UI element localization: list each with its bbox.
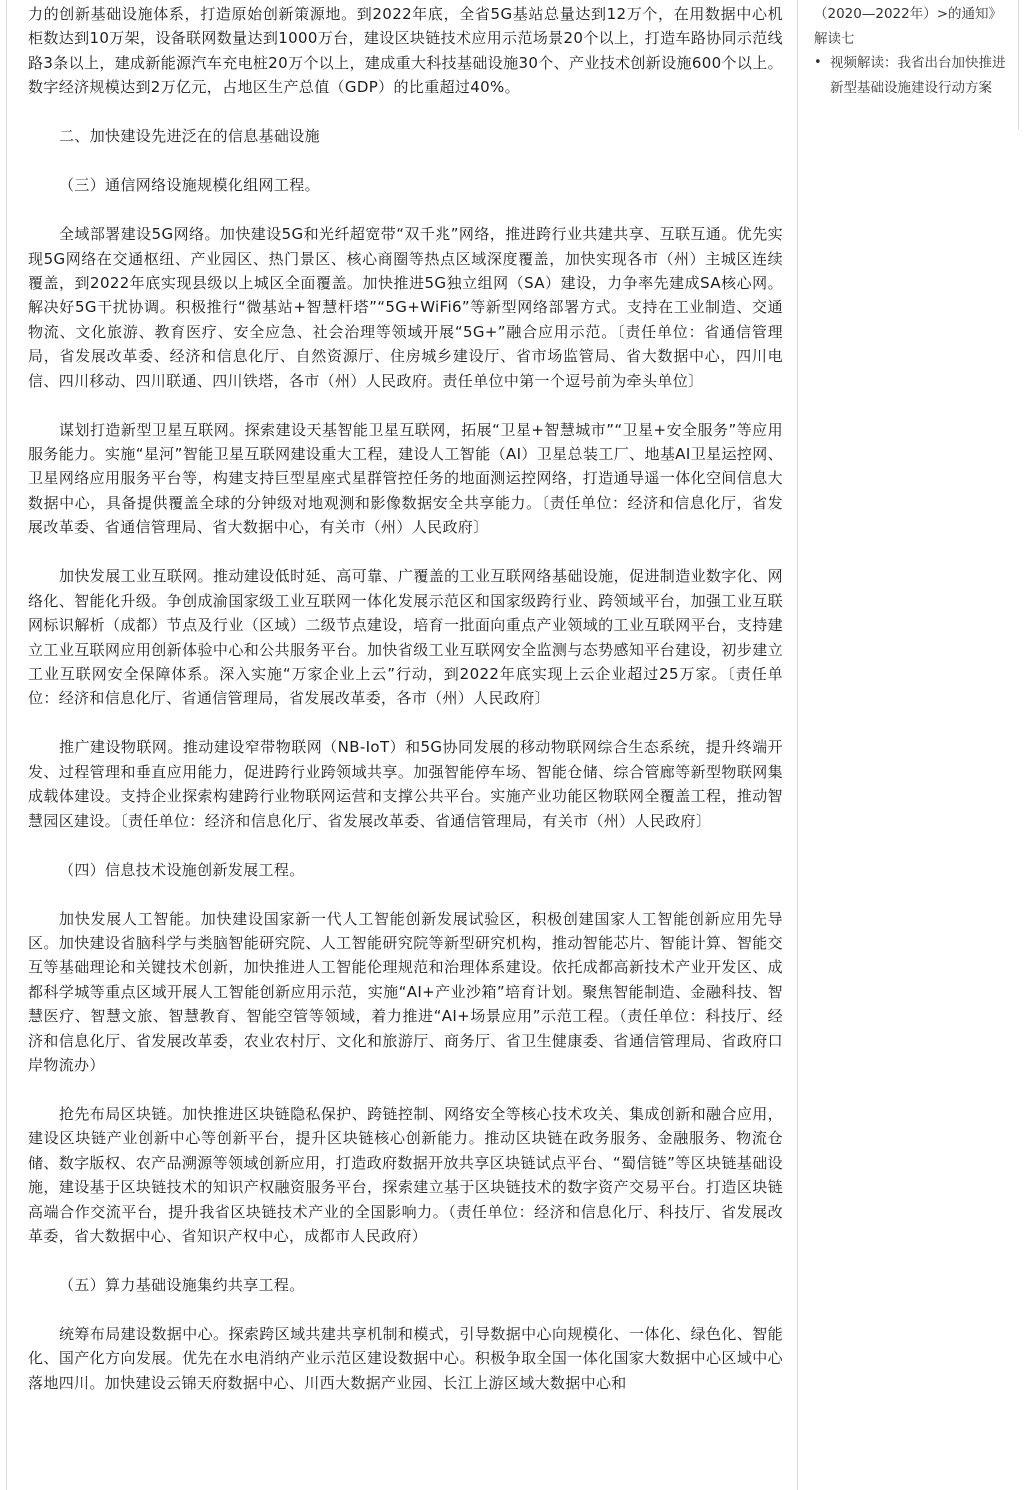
related-link-label[interactable]: 视频解读：我省出台加快推进新型基础设施建设行动方案 bbox=[830, 55, 1006, 96]
subsection-heading-5: （五）算力基础设施集约共享工程。 bbox=[59, 1276, 305, 1294]
paragraph-iot: 推广建设物联网。推动建设窄带物联网（NB-IoT）和5G协同发展的移动物联网综合生态系统，提升终端开发、过程管理和垂直应用能力，促进跨行业跨领域共享。加强智能停车场、智能仓储、综合管廊等新型物联网集成载体建设。支持企业探索构建跨行业物联网运营和支撑公共平台。实施产业功能区物联网全覆盖工程，推动智慧园区建设。〔责任单位：经济和信息化厅、省发展改革委、省通信管理局，有关市（州）人民政府〕 bbox=[28, 738, 783, 830]
paragraph-data-center: 统筹布局建设数据中心。探索跨区域共建共享机制和模式，引导数据中心向规模化、一体化、绿色化、智能化、国产化方向发展。优先在水电消纳产业示范区建设数据中心。积极争取全国一体化国家大数据中心区域中心落地四川。加快建设云锦天府数据中心、川西大数据产业园、长江上游区域大数据中心和 bbox=[28, 1325, 783, 1392]
related-links-sidebar bbox=[800, 0, 1019, 130]
related-link-continuation[interactable]: （2020—2022年）>的通知》解读七 bbox=[814, 6, 1003, 47]
paragraph-blockchain: 抢先布局区块链。加快推进区块链隐私保护、跨链控制、网络安全等核心技术攻关、集成创新和融合应用，建设区块链产业创新中心等创新平台，提升区块链核心创新能力。推动区块链在政务服务、金融服务、物流仓储、数字版权、农产品溯源等领域创新应用，打造政府数据开放共享区块链试点平台、“蜀信链”等区块链基础设施，建设基于区块链技术的知识产权融资服务平台，探索建立基于区块链技术的数字资产交易平台。打造区块链高端合作交流平台，提升我省区块链技术产业的全国影响力。（责任单位：经济和信息化厅、科技厅、省发展改革委，省大数据中心、省知识产权中心，成都市人民政府） bbox=[28, 1104, 783, 1245]
paragraph-satellite-internet: 谋划打造新型卫星互联网。探索建设天基智能卫星互联网，拓展“卫星+智慧城市”“卫星+安全服务”等应用服务能力。实施“星河”智能卫星互联网建设重大工程，建设人工智能（AI）卫星总装工厂、地基AI卫星运控网、卫星网络应用服务平台等，构建支持巨型星座式星群管控任务的地面测运控网络，打造通导遥一体化空间信息大数据中心，具备提供覆盖全球的分钟级对地观测和影像数据安全共享能力。〔责任单位：经济和信息化厅，省发展改革委、省通信管理局、省大数据中心，有关市（州）人民政府〕 bbox=[28, 420, 783, 537]
bullet-icon: • bbox=[814, 55, 822, 70]
related-link-item[interactable] bbox=[814, 51, 1008, 100]
paragraph-targets: 力的创新基础设施体系，打造原始创新策源地。到2022年底，全省5G基站总量达到12万个，在用数据中心机柜数达到10万架，设备联网数量达到1000万台，建设区块链技术应用示范场景20个以上，打造车路协同示范线路3条以上，建成新能源汽车充电桩20万个以上，建成重大科技基础设施30个、产业技术创新设施600个以上。数字经济规模达到2万亿元，占地区生产总值（GDP）的比重超过40%。 bbox=[28, 5, 783, 97]
section-heading-2: 二、加快建设先进泛在的信息基础设施 bbox=[59, 127, 320, 146]
subsection-heading-4: （四）信息技术设施创新发展工程。 bbox=[59, 860, 305, 879]
paragraph-ai: 加快发展人工智能。加快建设国家新一代人工智能创新发展试验区，积极创建国家人工智能创新应用先导区。加快建设省脑科学与类脑智能研究院、人工智能研究院等新型研究机构，推动智能芯片、智能计算、智能交互等基础理论和关键技术创新，加快推进人工智能伦理规范和治理体系建设。依托成都高新技术产业开发区、成都科学城等重点区域开展人工智能创新应用示范，实施“AI+产业沙箱”培育计划。聚焦智能制造、金融科技、智慧医疗、智慧文旅、智慧教育、智能空管等领域，着力推进“AI+场景应用”示范工程。（责任单位：科技厅、经济和信息化厅、省发展改革委，农业农村厅、文化和旅游厅、商务厅、省卫生健康委、省通信管理局、省政府口岸物流办） bbox=[28, 909, 783, 1074]
paragraph-industrial-internet: 加快发展工业互联网。推动建设低时延、高可靠、广覆盖的工业互联网络基础设施，促进制造业数字化、网络化、智能化升级。争创成渝国家级工业互联网一体化发展示范区和国家级跨行业、跨领域平台，加强工业互联网标识解析（成都）节点及行业（区域）二级节点建设，培育一批面向重点产业领域的工业互联网平台，支持建立工业互联网应用创新体验中心和公共服务平台。加快省级工业互联网安全监测与态势感知平台建设，初步建立工业互联网安全保障体系。深入实施“万家企业上云”行动，到2022年底实现上云企业超过25万家。〔责任单位：经济和信息化厅、省通信管理局，省发展改革委，各市（州）人民政府〕 bbox=[28, 567, 783, 708]
paragraph-5g-network: 全域部署建设5G网络。加快建设5G和光纤超宽带“双千兆”网络，推进跨行业共建共享、互联互通。优先实现5G网络在交通枢纽、产业园区、热门景区、核心商圈等热点区域深度覆盖，加快实现各市（州）主城区连续覆盖，到2022年底实现县级以上城区全面覆盖。加快推进5G独立组网（SA）建设，力争率先建成SA核心网。解决好5G干扰协调。积极推行“微基站+智慧杆塔”“5G+WiFi6”等新型网络部署方式。支持在工业制造、交通物流、文化旅游、教育医疗、安全应急、社会治理等领域开展“5G+”融合应用示范。〔责任单位：省通信管理局，省发展改革委、经济和信息化厅、自然资源厅、住房城乡建设厅、省市场监管局、省大数据中心，四川电信、四川移动、四川联通、四川铁塔，各市（州）人民政府。责任单位中第一个逗号前为牵头单位〕 bbox=[28, 225, 783, 390]
article-body bbox=[6, 0, 798, 1490]
subsection-heading-3: （三）通信网络设施规模化组网工程。 bbox=[59, 176, 320, 195]
